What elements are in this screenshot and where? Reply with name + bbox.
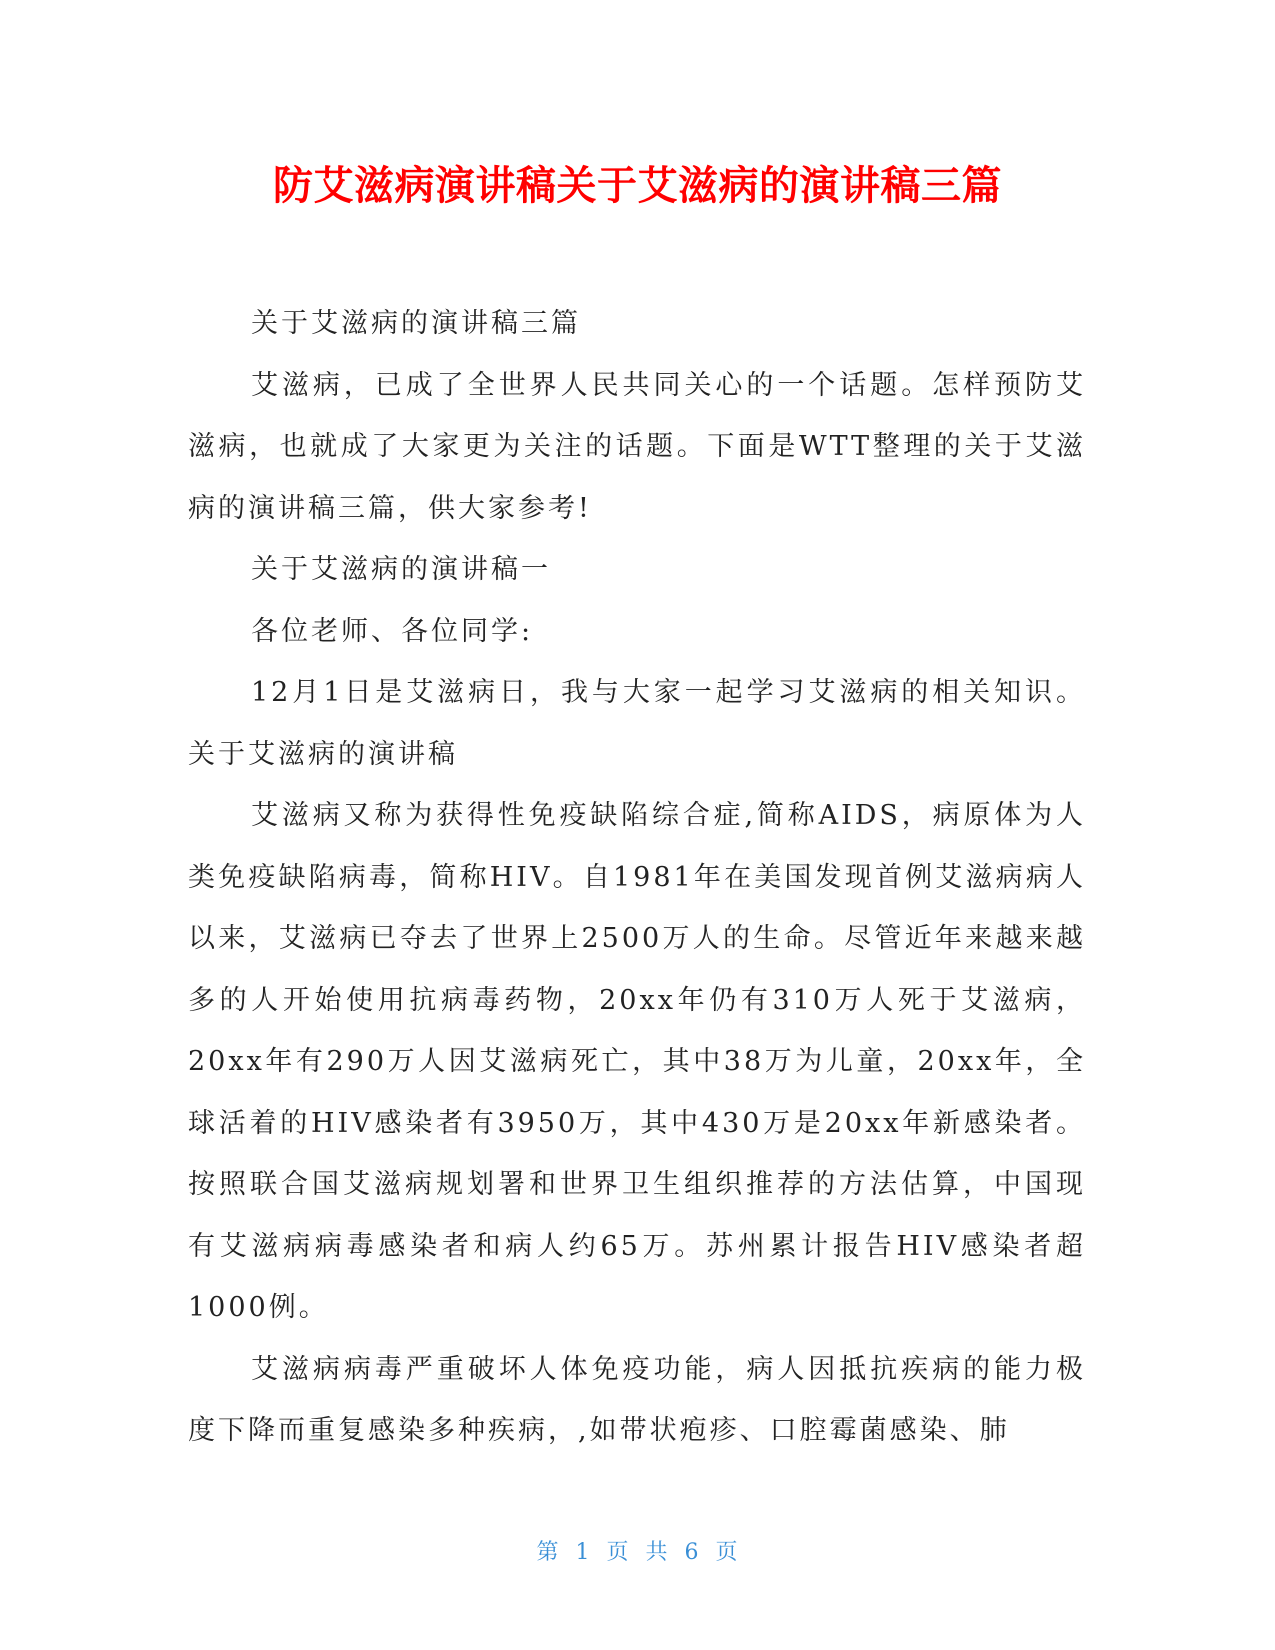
paragraph-subtitle: 关于艾滋病的演讲稿三篇 (251, 308, 581, 339)
paragraph-aids-definition: 艾滋病又称为获得性免疫缺陷综合症,简称AIDS，病原体为人类免疫缺陷病毒，简称HIV。自1981年在美国发现首例艾滋病病人以来，艾滋病已夺去了世界上2500万人的生命。尽管近年来越来越多的人开始使用抗病毒药物，20xx年仍有310万人死于艾滋病，20xx年有290万人因艾滋病死亡，其中38万为儿童，20xx年，全球活着的HIV感染者有3950万，其中430万是20xx年新感染者。按照联合国艾滋病规划署和世界卫生组织推荐的方法估算，中国现有艾滋病病毒感染者和病人约65万。苏州累计报告HIV感染者超1000例。 (188, 800, 1086, 1323)
paragraph-speech-heading: 关于艾滋病的演讲稿一 (251, 554, 551, 585)
footer-page-mid: 页 (606, 1540, 630, 1565)
document-title: 防艾滋病演讲稿关于艾滋病的演讲稿三篇 (273, 163, 1002, 209)
paragraph-intro: 艾滋病，已成了全世界人民共同关心的一个话题。怎样预防艾滋病，也就成了大家更为关注的话题。下面是WTT整理的关于艾滋病的演讲稿三篇，供大家参考! (188, 369, 1086, 524)
footer-current-page: 1 (575, 1540, 591, 1565)
paragraph-immune-damage: 艾滋病病毒严重破坏人体免疫功能，病人因抵抗疾病的能力极度下降而重复感染多种疾病，,如带状疱疹、口腔霉菌感染、肺 (188, 1353, 1086, 1446)
document-body (188, 293, 1086, 1462)
paragraph-salutation: 各位老师、各位同学: (251, 615, 534, 647)
footer-page-suffix: 页 (715, 1540, 739, 1565)
footer-page-prefix: 第 (536, 1540, 560, 1565)
paragraph-aids-day: 12月1日是艾滋病日，我与大家一起学习艾滋病的相关知识。关于艾滋病的演讲稿 (188, 677, 1086, 770)
page-footer (0, 1538, 1275, 1568)
footer-total-label: 共 (645, 1540, 669, 1565)
footer-total-pages: 6 (684, 1540, 700, 1565)
